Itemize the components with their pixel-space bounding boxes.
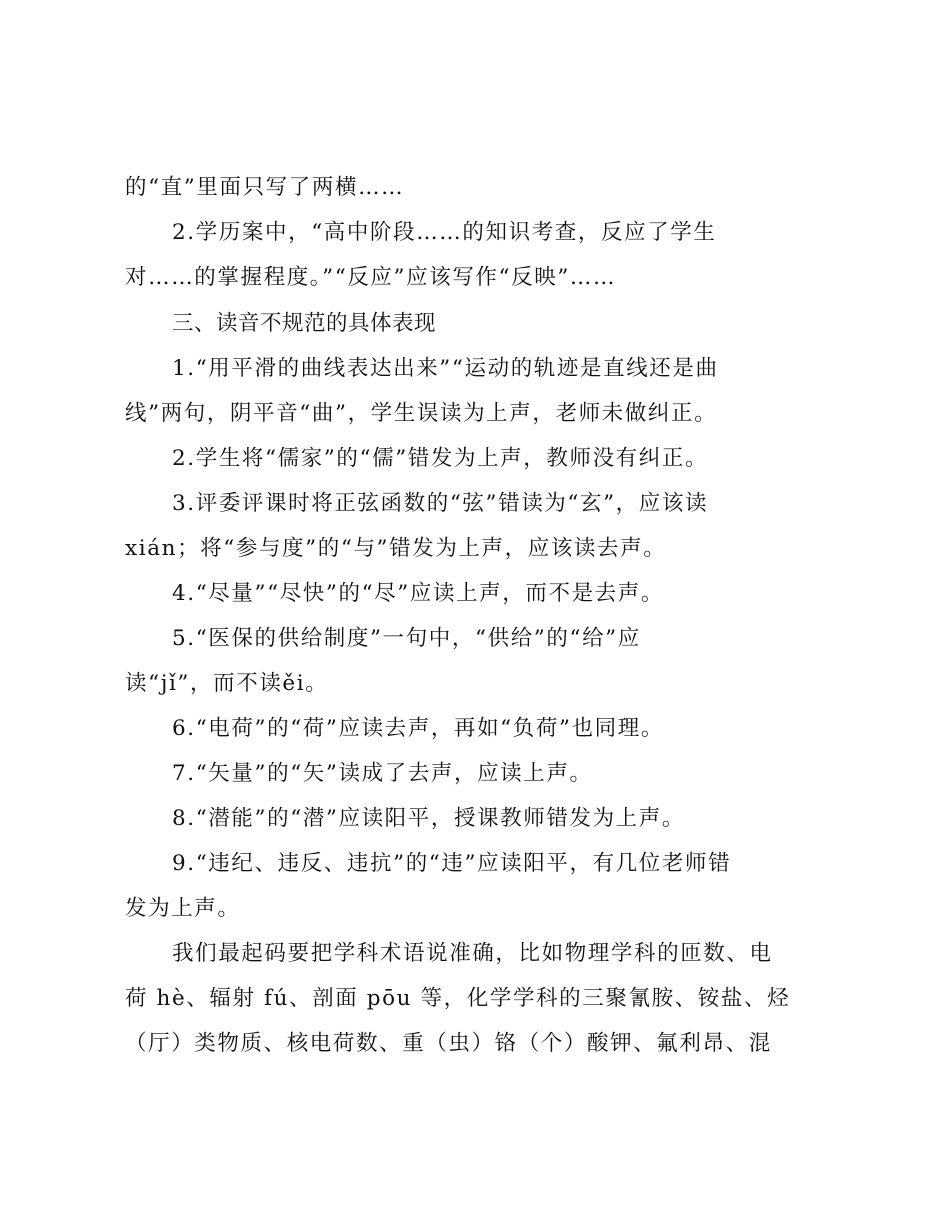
text-line-item-7: 7.“矢量”的“矢”读成了去声，应读上声。 (172, 761, 593, 786)
text-line-item-8: 8.“潜能”的“潜”应读阳平，授课教师错发为上声。 (172, 806, 685, 831)
text-line-item-1-cont: 线”两句，阴平音“曲”，学生误读为上声，老师未做纠正。 (125, 401, 718, 426)
text-line-continuation-zhi: 的“直”里面只写了两横…… (125, 175, 405, 200)
text-line-item-6: 6.“电荷”的“荷”应读去声，再如“负荷”也同理。 (172, 716, 664, 741)
text-line-item-3: 3.评委评课时将正弦函数的“弦”错读为“玄”，应该读 (172, 491, 709, 516)
text-line-item-5: 5.“医保的供给制度”一句中，“供给”的“给”应 (172, 626, 641, 651)
text-line-item-9-cont: 发为上声。 (125, 896, 241, 921)
text-line-item-9: 9.“违纪、违反、违抗”的“违”应读阳平，有几位老师错 (172, 851, 732, 876)
text-line-item-2-xuelian: 2.学历案中，“高中阶段……的知识考查，反应了学生 (172, 220, 717, 245)
text-line-item-2: 2.学生将“儒家”的“儒”错发为上声，教师没有纠正。 (172, 446, 709, 471)
text-line-item-5-cont: 读“jǐ”，而不读ěi。 (125, 671, 329, 696)
text-line-paragraph-terms-cont-2: （厅）类物质、核电荷数、重（虫）铬（个）酸钾、氟利昂、混 (125, 1031, 772, 1056)
text-line-paragraph-terms: 我们最起码要把学科术语说准确，比如物理学科的匝数、电 (172, 941, 773, 966)
text-line-item-4: 4.“尽量”“尽快”的“尽”应读上声，而不是去声。 (172, 581, 664, 606)
text-line-item-3-cont: xián；将“参与度”的“与”错发为上声，应该读去声。 (125, 536, 667, 561)
text-line-item-2-cont: 对……的掌握程度。”“反应”应该写作“反映”…… (125, 265, 617, 290)
text-line-item-1: 1.“用平滑的曲线表达出来”“运动的轨迹是直线还是曲 (172, 356, 719, 381)
text-line-paragraph-terms-cont-1: 荷 hè、辐射 fú、剖面 pōu 等，化学学科的三聚氰胺、铵盐、烃 (125, 986, 791, 1011)
section-heading-pronunciation: 三、读音不规范的具体表现 (172, 311, 437, 336)
